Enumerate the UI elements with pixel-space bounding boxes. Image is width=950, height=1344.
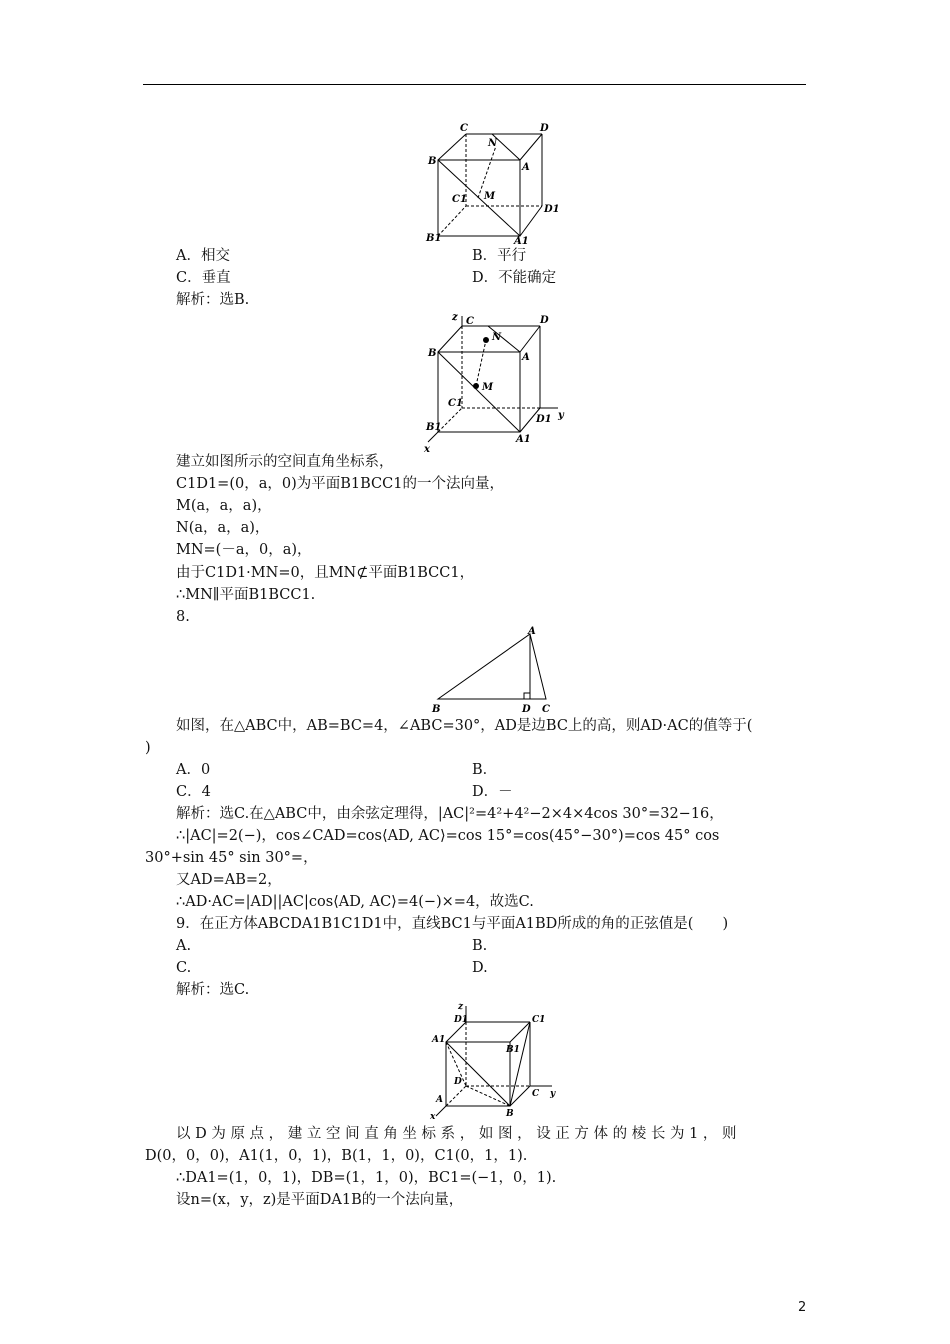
q8-stem-line-2: ) — [145, 740, 151, 756]
fig4-label-c1: C1 — [532, 1015, 546, 1025]
q7-solution-line-6: 由于C1D1·MN=0，且MN⊄平面B1BCC1， — [176, 565, 475, 581]
fig3-label-d: D — [522, 704, 531, 715]
fig4-label-b: B — [506, 1109, 514, 1119]
q9-answer: 解析：选C. — [176, 982, 250, 998]
fig1-label-a: A — [522, 162, 530, 173]
q7-solution-line-3: M(a，a，a)， — [176, 498, 272, 514]
q7-solution-line-2: C1D1=(0，a，0)为平面B1BCC1的一个法向量， — [176, 476, 504, 492]
q9-option-a: A. — [176, 938, 192, 954]
q9-solution-line-1: 以 D 为 原 点 ， 建 立 空 间 直 角 坐 标 系 ， 如 图 ， 设 正 方 体 的 棱 长 为 1 ， 则 — [176, 1126, 737, 1142]
fig2-label-x: x — [424, 444, 430, 454]
q9-stem: 9．在正方体ABCDA1B1C1D1中，直线BC1与平面A1BD所成的角的正弦值是( ) — [176, 916, 729, 932]
q8-solution-line-2: ∴|AC|=2(−)，cos∠CAD=cos⟨AD, AC⟩=cos 15°=cos(45°−30°)=cos 45° cos — [176, 828, 720, 844]
fig2-label-b: B — [428, 348, 437, 359]
fig2-label-z: z — [452, 312, 458, 323]
page-number: 2 — [798, 1300, 807, 1315]
q7-solution-line-4: N(a，a，a)， — [176, 520, 270, 536]
fig1-label-d: D — [540, 123, 549, 134]
fig2-label-c1: C1 — [448, 398, 463, 409]
fig4-label-b1: B1 — [506, 1045, 520, 1055]
q7-solution-line-5: MN=(－a，0，a)， — [176, 542, 312, 558]
q7-option-d: D．不能确定 — [472, 270, 557, 286]
header-rule — [143, 84, 806, 85]
fig2-label-b1: B1 — [426, 422, 442, 433]
fig1-label-a1: A1 — [514, 236, 529, 244]
q8-option-c: C．4 — [176, 784, 211, 800]
q7-option-a: A．相交 — [176, 248, 230, 264]
q8-solution-line-4: 又AD=AB=2， — [176, 872, 282, 888]
q8-option-b: B． — [472, 762, 498, 778]
fig4-label-c: C — [532, 1089, 540, 1099]
fig1-label-c1: C1 — [452, 194, 467, 205]
figure-cube-axes — [422, 312, 572, 454]
fig2-label-m: M — [482, 382, 494, 393]
q7-option-b: B．平行 — [472, 248, 527, 264]
q7-solution-line-1: 建立如图所示的空间直角坐标系， — [176, 454, 394, 470]
q7-answer: 解析：选B. — [176, 292, 250, 308]
fig2-label-c: C — [466, 316, 474, 327]
q7-solution-line-7: ∴MN∥平面B1BCC1. — [176, 587, 316, 603]
q9-option-b: B. — [472, 938, 488, 954]
q7-option-c: C．垂直 — [176, 270, 231, 286]
fig2-label-y: y — [558, 410, 564, 421]
fig1-label-b: B — [428, 156, 437, 167]
q8-stem-line-1: 如图，在△ABC中，AB=BC=4，∠ABC=30°，AD是边BC上的高，则AD·AC的值等于( — [176, 718, 753, 734]
fig1-label-n: N — [488, 138, 498, 149]
fig2-label-a1: A1 — [516, 434, 531, 445]
fig2-label-d1: D1 — [536, 414, 552, 425]
fig2-label-a: A — [522, 352, 530, 363]
figure-triangle-abc — [424, 624, 564, 716]
q8-option-d: D．－ — [472, 784, 513, 800]
figure-cube-da1b — [424, 1000, 564, 1120]
fig4-label-d: D — [454, 1077, 462, 1087]
q9-option-d: D. — [472, 960, 488, 976]
fig2-label-n: N — [492, 332, 502, 343]
q9-option-c: C. — [176, 960, 192, 976]
fig1-label-d1: D1 — [544, 204, 560, 215]
fig3-label-c: C — [542, 704, 550, 715]
fig1-label-c: C — [460, 123, 468, 134]
fig4-label-a: A — [436, 1095, 443, 1105]
fig3-label-a: A — [528, 626, 536, 637]
q8-solution-line-5: ∴AD·AC=|AD||AC|cos⟨AD, AC⟩=4(−)×=4，故选C. — [176, 894, 534, 910]
fig4-label-a1: A1 — [432, 1035, 446, 1045]
fig4-label-z: z — [458, 1002, 464, 1012]
q8-option-a: A．0 — [176, 762, 211, 778]
q9-solution-line-2: D(0，0，0)，A1(1，0，1)，B(1，1，0)，C1(0，1，1). — [145, 1148, 528, 1164]
fig4-label-y: y — [550, 1089, 556, 1099]
fig3-label-b: B — [432, 704, 441, 715]
fig1-label-m: M — [484, 191, 496, 202]
q8-number: 8. — [176, 609, 190, 625]
fig2-label-d: D — [540, 315, 549, 326]
fig1-label-b1: B1 — [426, 233, 442, 244]
figure-cube-mn — [422, 120, 562, 244]
q8-solution-line-1: 解析：选C.在△ABC中，由余弦定理得，|AC|²=4²+4²−2×4×4cos 30°=32−16， — [176, 806, 724, 822]
q9-solution-line-3: ∴DA1=(1，0，1)，DB=(1，1，0)，BC1=(−1，0，1). — [176, 1170, 557, 1186]
q8-solution-line-3: 30°+sin 45° sin 30°=， — [145, 850, 318, 866]
fig4-label-d1: D1 — [454, 1015, 469, 1025]
q9-solution-line-4: 设n=(x，y，z)是平面DA1B的一个法向量， — [176, 1192, 464, 1208]
fig4-label-x: x — [430, 1112, 436, 1120]
